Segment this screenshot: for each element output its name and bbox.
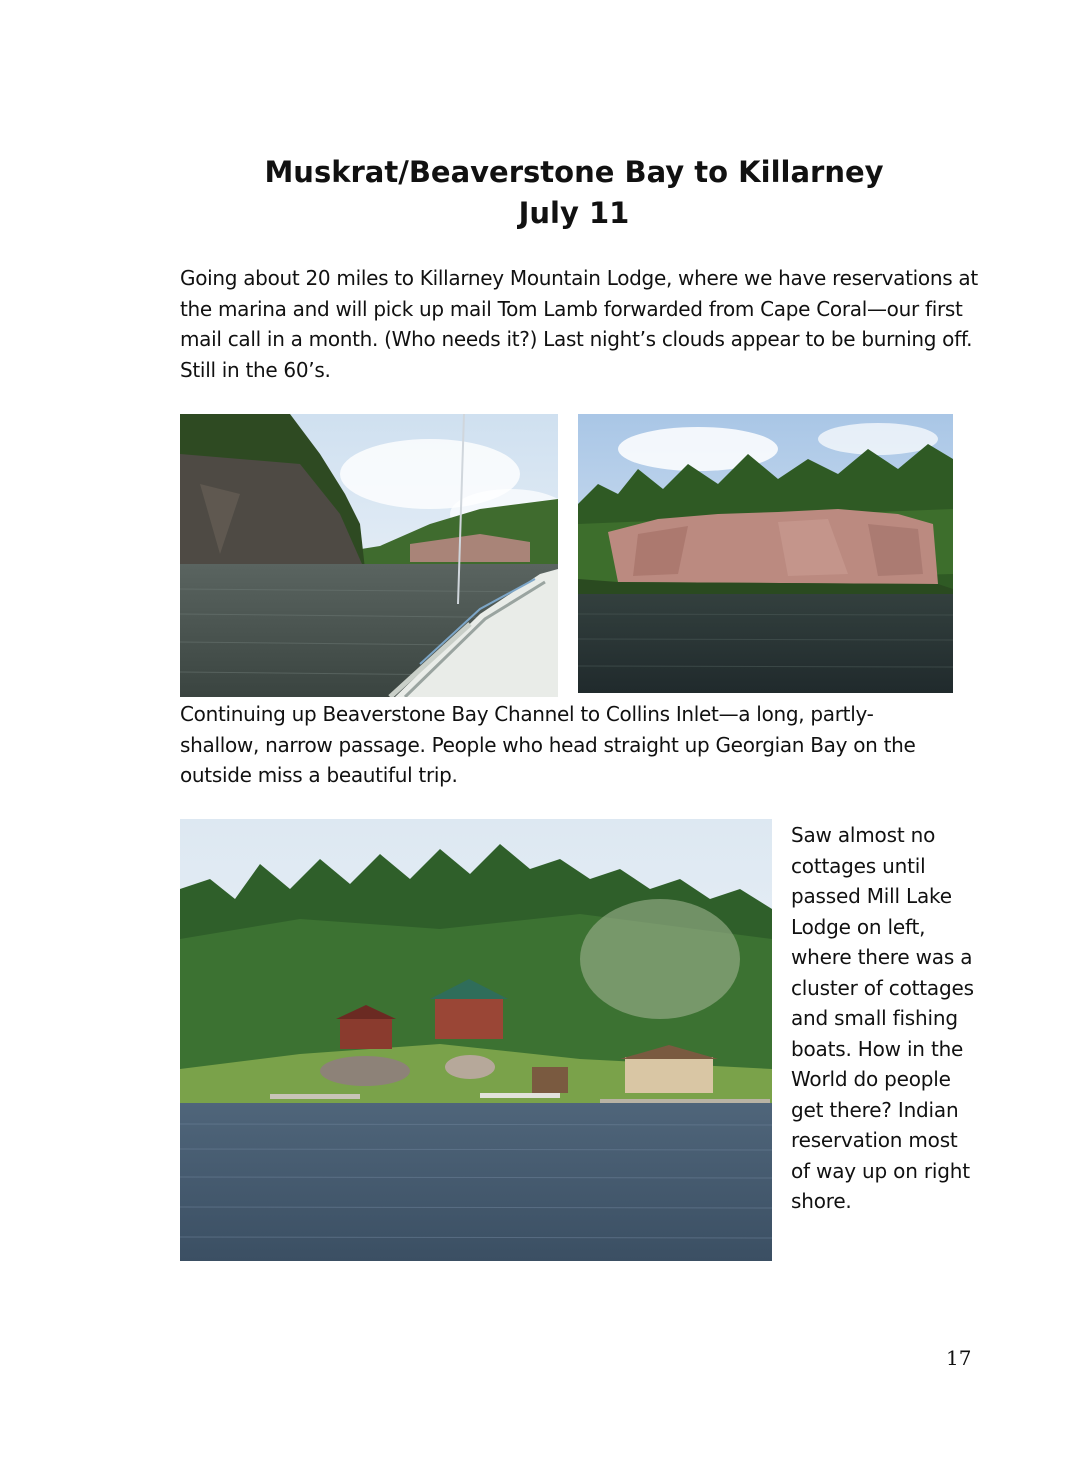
intro-paragraph: Going about 20 miles to Killarney Mountain Lodge, where we have reservations at the marina and will pick up mail Tom Lamb forwarded from Cape Coral—our first mail call in a month. (Who needs it?) Last night’s clouds appear to be burning off. Still in the 60’s. (180, 266, 978, 382)
channel-caption: Continuing up Beaverstone Bay Channel to Collins Inlet—a long, partly-shallow, narrow passage. People who head straight up Georgian Bay on the outside miss a beautiful trip. (180, 702, 916, 787)
page-title (180, 152, 968, 234)
page-number: 17 (946, 1346, 972, 1370)
title-route: Muskrat/Beaverstone Bay to Killarney (264, 155, 884, 189)
photo-channel-bow (180, 414, 558, 697)
mill-lake-note: Saw almost no cottages until passed Mill Lake Lodge on left, where there was a cluster of cottages and small fishing boats. How in the World do people get there? Indian reservation most of way up on right shore. (791, 823, 974, 1213)
title-date: July 11 (518, 196, 630, 230)
photo-mill-lake-lodge (180, 819, 772, 1261)
photo-pink-granite-cliff (578, 414, 953, 693)
